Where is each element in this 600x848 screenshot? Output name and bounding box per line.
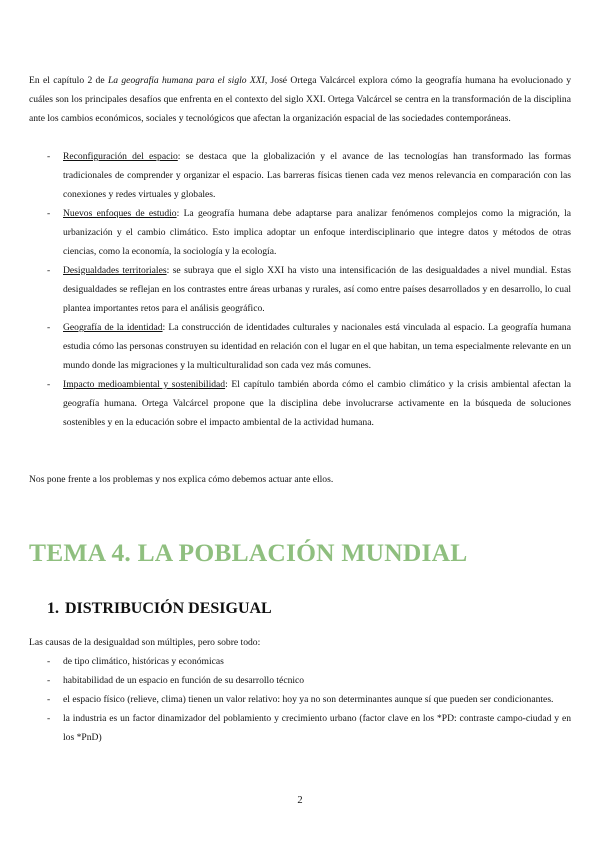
point-text: : se subraya que el siglo XXI ha visto una intensificación de las desigualdades a nivel mundial. Estas desigualdades se reflejan en los contrastes entre áreas urbanas y rurales, así como entre países desarrollados y en desarrollo, lo cual plantea importantes retos para el análisis geográfico. <box>63 265 571 314</box>
point-term: Reconfiguración del espacio <box>63 151 178 162</box>
chapter-title: TEMA 4. LA POBLACIÓN MUNDIAL <box>29 538 468 567</box>
book-title: La geografía humana para el siglo XXI <box>107 75 265 86</box>
point-term: Geografía de la identidad <box>63 322 163 333</box>
section-number: 1. <box>47 600 59 617</box>
closing-sentence: Nos pone frente a los problemas y nos explica cómo debemos actuar ante ellos. <box>29 474 334 485</box>
list-item: - el espacio físico (relieve, clima) tienen un valor relativo: hoy ya no son determinantes aunque sí que pueden ser condicionantes. <box>29 690 571 709</box>
causes-list <box>29 652 571 747</box>
point-text: : La construcción de identidades culturales y nacionales está vinculada al espacio. La geografía humana estudia cómo las personas construyen su identidad en relación con el lugar en el que habitan, un tema especialmente relevante en un mundo donde las migraciones y la multiculturalidad son cada vez más comunes. <box>63 322 571 371</box>
list-item: - de tipo climático, históricas y económicas <box>29 652 571 671</box>
intro-paragraph <box>29 71 571 128</box>
page-number: 2 <box>297 795 303 806</box>
list-item: - la industria es un factor dinamizador del poblamiento y crecimiento urbano (factor clave en los *PD: contraste campo-ciudad y en los *PnD) <box>29 709 571 747</box>
intro-prefix: En el capítulo 2 de <box>29 75 108 86</box>
list-item <box>29 261 571 318</box>
key-points-list <box>29 147 571 432</box>
list-item: - habitabilidad de un espacio en función de su desarrollo técnico <box>29 671 571 690</box>
list-item <box>29 147 571 204</box>
point-term: Nuevos enfoques de estudio <box>63 208 177 219</box>
point-text: : La geografía humana debe adaptarse para analizar fenómenos complejos como la migración, la urbanización y el cambio climático. Esto implica adoptar un enfoque interdisciplinario que integre datos y métodos de otras ciencias, como la economía, la sociología y la ecología. <box>63 208 571 257</box>
list-item <box>29 318 571 375</box>
intro-suffix: , José Ortega Valcárcel explora cómo la geografía humana ha evolucionado y cuáles son los principales desafíos que enfrenta en el contexto del siglo XXI. Ortega Valcárcel se centra en la transformación de la disciplina ante los cambios económicos, sociales y tecnológicos que afectan la organización espacial de las sociedades contemporáneas. <box>29 75 571 124</box>
section-title: DISTRIBUCIÓN DESIGUAL <box>65 600 272 617</box>
causes-lead: Las causas de la desigualdad son múltiples, pero sobre todo: <box>29 637 261 648</box>
point-text: : El capítulo también aborda cómo el cambio climático y la crisis ambiental afectan la geografía humana. Ortega Valcárcel propone que la disciplina debe involucrarse activamente en la búsqueda de soluciones sostenibles y en la educación sobre el impacto ambiental de la actividad humana. <box>63 379 571 428</box>
point-term: Impacto medioambiental y sostenibilidad <box>63 379 226 390</box>
list-item <box>29 204 571 261</box>
point-term: Desigualdades territoriales <box>63 265 167 276</box>
section-heading <box>47 600 272 618</box>
list-item <box>29 375 571 432</box>
point-text: : se destaca que la globalización y el avance de las tecnologías han transformado las formas tradicionales de comprender y organizar el espacio. Las barreras físicas tienen cada vez menos relevancia en comparación con las conexiones y redes virtuales y globales. <box>63 151 571 200</box>
